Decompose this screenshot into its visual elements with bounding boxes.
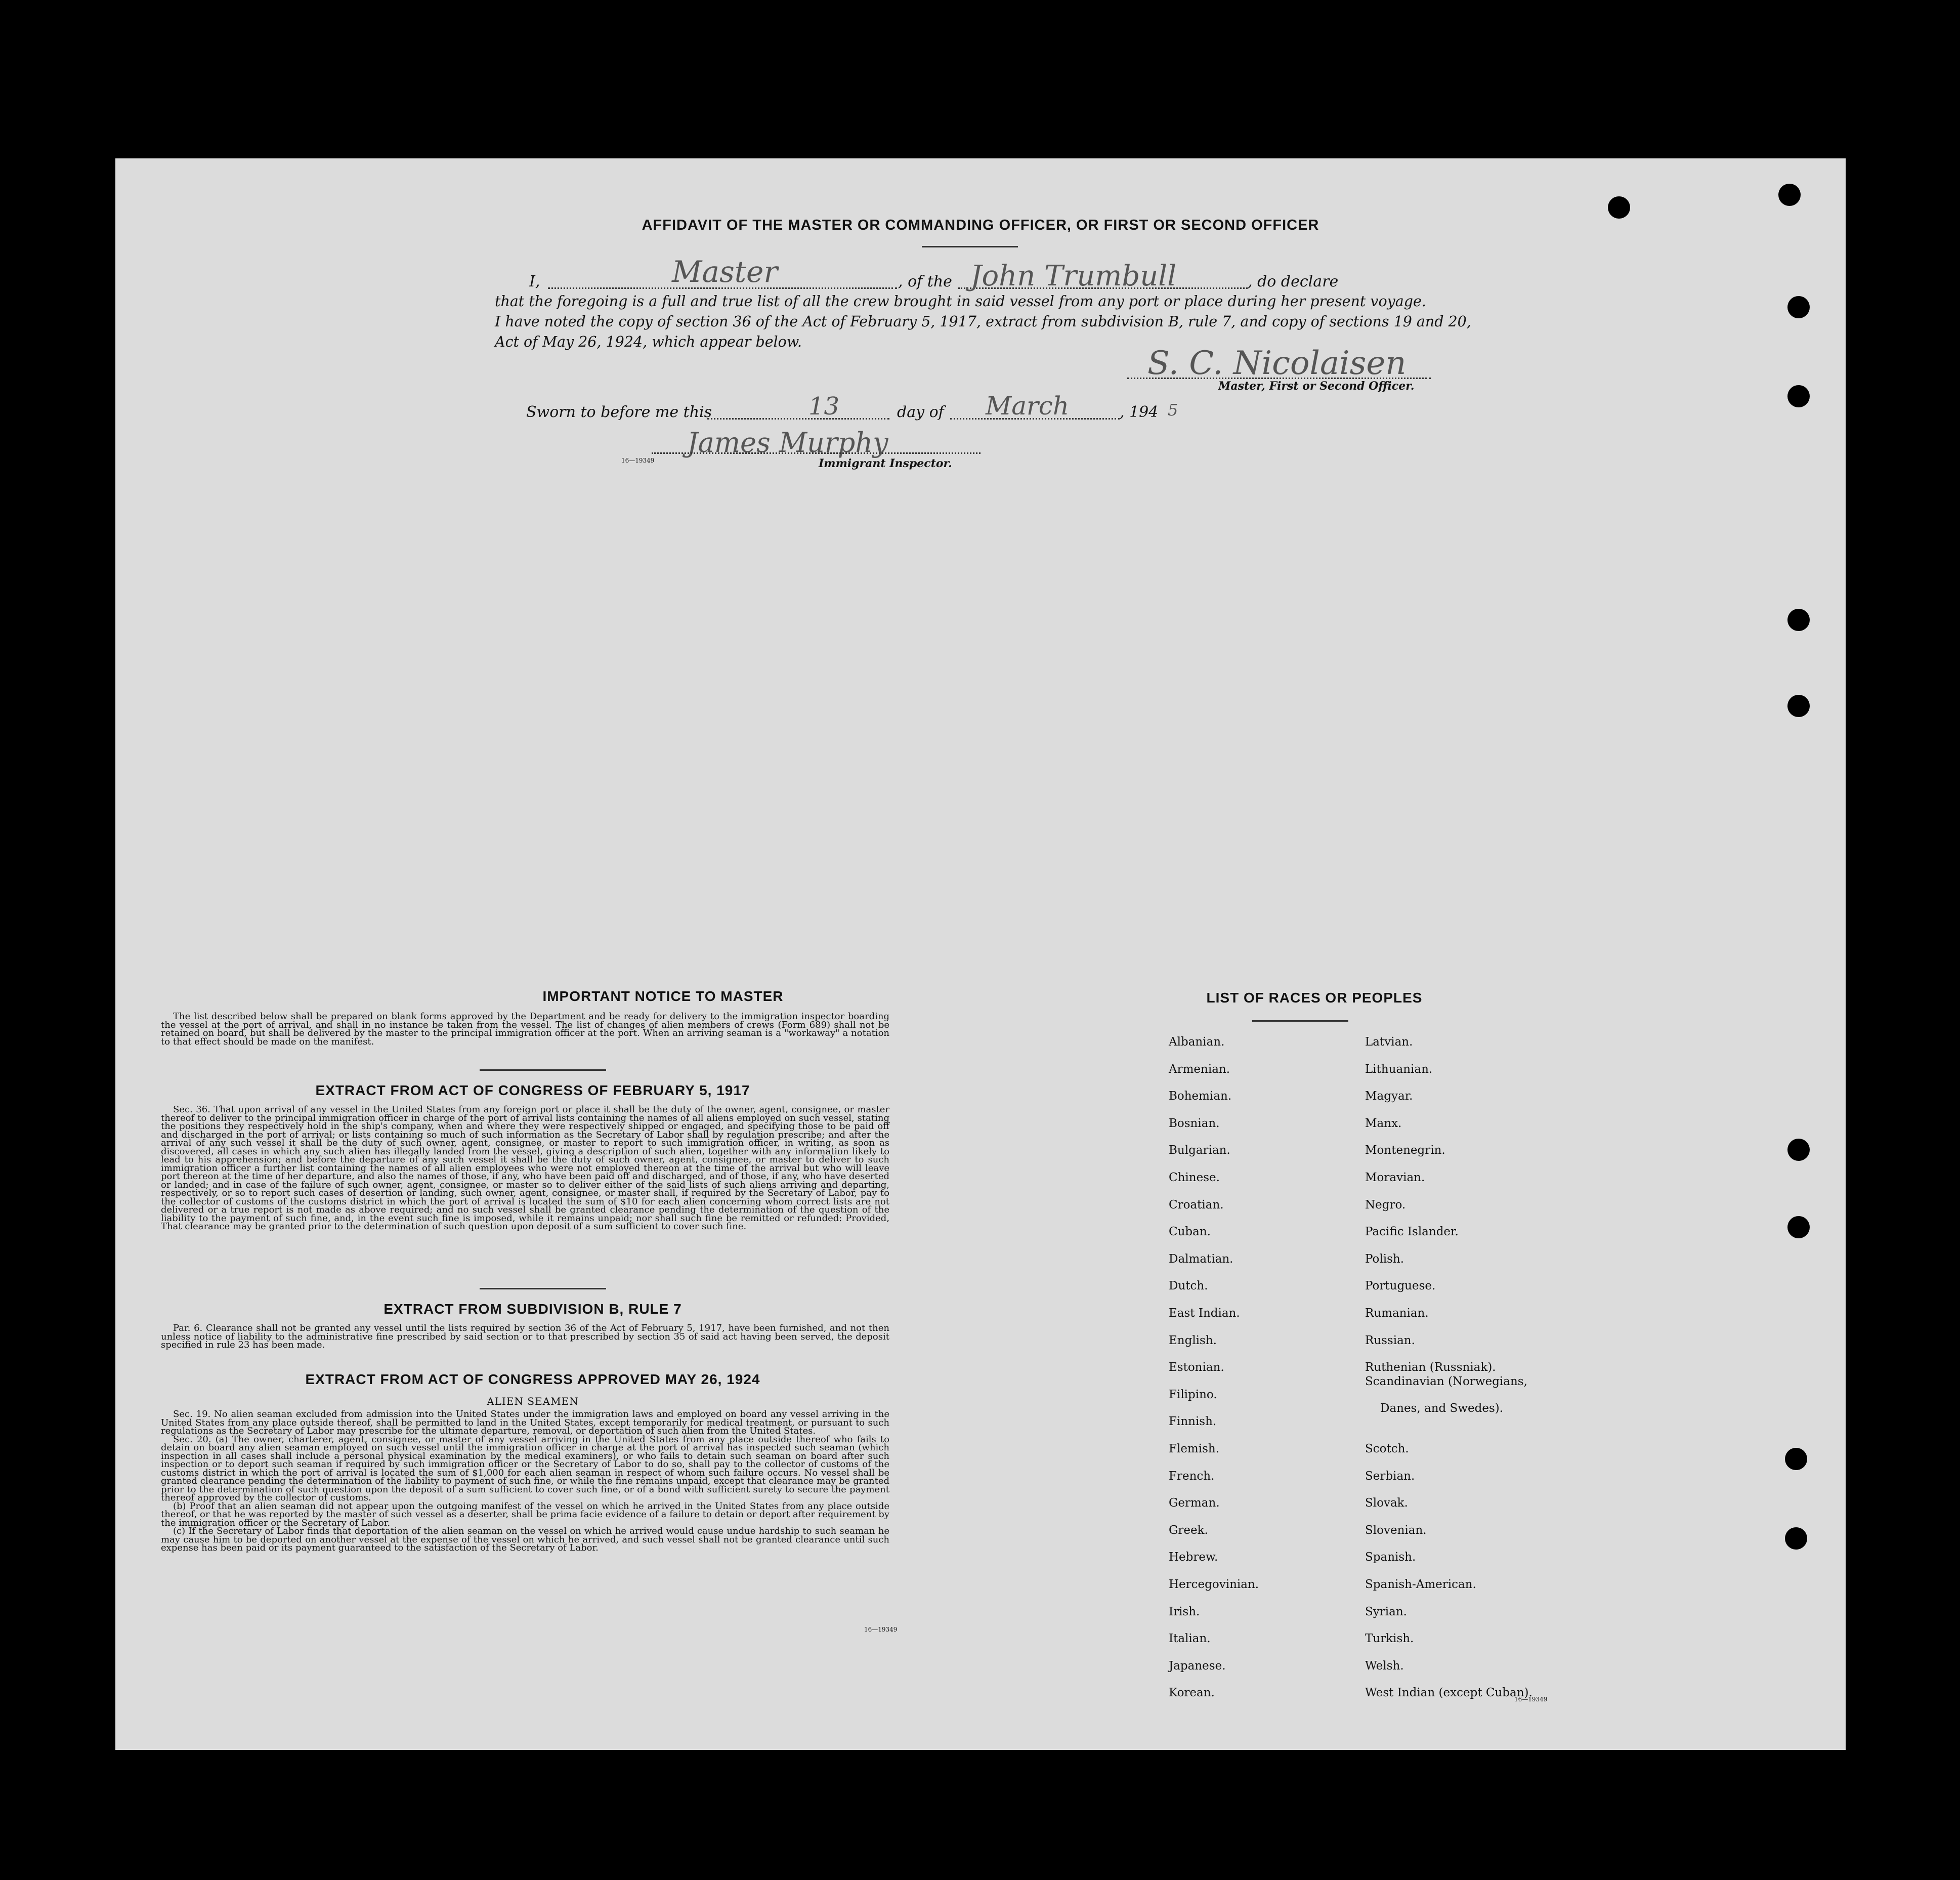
title-rule: [922, 246, 1018, 247]
sec-20b-paragraph: (b) Proof that an alien seaman did not appear upon the outgoing manifest of the vessel on which he arrived in the United States from any place outside thereof, or that he was reported by the master of such vessel as a deserter, shall be prima facie evidence of a failure to detain or deport after requirement by the immigration officer or the Secretary of Labor.: [161, 1500, 889, 1528]
race-item: English.: [1169, 1333, 1217, 1347]
affidavit-line-3: I have noted the copy of section 36 of the Act of February 5, 1917, extract from subdivision B, rule 7, and copy of sections 19 and 20,: [495, 313, 1471, 330]
race-item: Hercegovinian.: [1169, 1578, 1259, 1591]
inspector-signature: James Murphy: [687, 427, 888, 458]
race-item: Slovak.: [1365, 1496, 1408, 1510]
extract-1924-heading: EXTRACT FROM ACT OF CONGRESS APPROVED MAY 26, 1924: [305, 1371, 760, 1387]
extract-1924-text: [161, 1410, 889, 1553]
affidavit-line-4: Act of May 26, 1924, which appear below.: [495, 333, 802, 350]
race-item: Bulgarian.: [1169, 1144, 1230, 1157]
punch-hole: [1608, 196, 1630, 219]
race-item: Moravian.: [1365, 1171, 1425, 1184]
punch-hole: [1778, 184, 1801, 206]
race-item: Negro.: [1365, 1198, 1406, 1211]
race-item: West Indian (except Cuban).: [1365, 1686, 1532, 1700]
punch-hole: [1787, 1139, 1810, 1161]
race-item: Pacific Islander.: [1365, 1225, 1459, 1239]
race-item: Dutch.: [1169, 1279, 1208, 1293]
race-item: Latvian.: [1365, 1035, 1413, 1049]
race-item: Polish.: [1365, 1252, 1404, 1266]
day-field-line: [707, 418, 889, 420]
race-item: Scandinavian (Norwegians,: [1365, 1374, 1527, 1388]
name-handwritten: Master: [672, 255, 778, 289]
signature-caption: Master, First or Second Officer.: [1218, 380, 1415, 393]
race-item: German.: [1169, 1496, 1220, 1510]
master-signature: S. C. Nicolaisen: [1147, 345, 1407, 382]
year-prefix: , 194: [1120, 403, 1159, 421]
race-item: Spanish-American.: [1365, 1578, 1476, 1591]
extract-1917-text: [161, 1106, 889, 1231]
race-item: Irish.: [1169, 1605, 1200, 1618]
document-page: [115, 158, 1846, 1750]
race-item: Welsh.: [1365, 1659, 1404, 1673]
race-item: Greek.: [1169, 1523, 1208, 1537]
month-handwritten: March: [986, 391, 1070, 421]
section-36-paragraph: Sec. 36. That upon arrival of any vessel in the United States from any foreign port or place it shall be the duty of the owner, agent, consignee, or master thereof to deliver to the principal immigration officer in charge of the port of arrival lists containing the names of all aliens employed on such vessel, stating the positions they respectively hold in the ship's company, when and where they were respectively shipped or engaged, and specifying those to be paid off and discharged in the port of arrival; or lists containing so much of such information as the Secretary of Labor shall by regulation prescribe; and after the arrival of any such vessel it shall be the duty of such owner, agent, consignee, or master to report to such immigration officer, in writing, as soon as discovered, all cases in which any such alien has illegally landed from the vessel, giving a description of such alien, together with any information likely to lead to his apprehension; and before the departure of any such vessel it shall be the duty of such owner, agent, consignee, or master to deliver to such immigration officer a further list containing the names of all alien employees who were not employed thereon at the time of the arrival but who will leave port thereon at the time of her departure, and also the names of those, if any, who have been paid off and discharged, and of those, if any, who have deserted or landed; and in case of the failure of such owner, agent, consignee, or master so to deliver either of the said lists of such aliens arriving and departing, respectively, or so to report such cases of desertion or landing, such owner, agent, consignee, or master shall, if required by the Secretary of Labor, pay to the collector of customs of the customs district in which the port of arrival is located the sum of $10 for each alien concerning whom correct lists are not delivered or a true report is not made as above required; and no such vessel shall be granted clearance pending the determination of the question of the liability to the payment of such fine, and, in the event such fine is imposed, while it remains unpaid; nor shall such fine be remitted or refunded: Provided, That clearance may be granted prior to the determination of such question upon deposit of a sum sufficient to cover such fine.: [161, 1104, 889, 1232]
alien-seamen-subheading: ALIEN SEAMEN: [487, 1395, 579, 1407]
punch-hole: [1785, 1527, 1807, 1550]
race-item: Filipino.: [1169, 1388, 1217, 1401]
race-item: Turkish.: [1365, 1632, 1414, 1646]
race-item: Syrian.: [1365, 1605, 1407, 1618]
extract-1917-heading: EXTRACT FROM ACT OF CONGRESS OF FEBRUARY 5, 1917: [315, 1082, 750, 1098]
rule-7-text: [161, 1324, 889, 1350]
race-item: Japanese.: [1169, 1659, 1226, 1673]
of-the-label: , of the: [898, 273, 952, 290]
race-item: Montenegrin.: [1365, 1144, 1445, 1157]
sec-20c-paragraph: (c) If the Secretary of Labor finds that deportation of the alien seaman on the vessel on which he arrived would cause undue hardship to such seaman he may cause him to be deported on another vessel at the expense of the vessel on which he arrived, and such vessel shall not be granted clearance until such expense has been paid or its payment guaranteed to the satisfaction of the Secretary of Labor.: [161, 1526, 889, 1553]
year-handwritten: 5: [1168, 400, 1178, 420]
race-item: Spanish.: [1365, 1551, 1416, 1564]
declare-label: , do declare: [1248, 273, 1339, 290]
form-number: 16—19349: [621, 457, 655, 464]
notice-heading: IMPORTANT NOTICE TO MASTER: [542, 988, 784, 1004]
race-item: Cuban.: [1169, 1225, 1211, 1239]
i-label: I,: [529, 273, 540, 290]
race-item: Croatian.: [1169, 1198, 1224, 1211]
inspector-line: [652, 452, 981, 454]
sec-19-paragraph: Sec. 19. No alien seaman excluded from admission into the United States under the immigration laws and employed on board any vessel arriving in the United States from any place outside thereof, shall be permitted to land in the United States, except temporarily for medical treatment, or pursuant to such regulations as the Secretary of Labor may prescribe for the ultimate departure, removal, or deportation of such alien from the United States.: [161, 1409, 889, 1436]
race-item: Chinese.: [1169, 1171, 1220, 1184]
race-item: Finnish.: [1169, 1415, 1217, 1429]
day-of-label: day of: [897, 403, 944, 421]
race-item: Bohemian.: [1169, 1090, 1232, 1103]
race-item: Magyar.: [1365, 1090, 1413, 1103]
sec-20a-paragraph: Sec. 20. (a) The owner, charterer, agent, consignee, or master of any vessel arriving in the United States from any place outside thereof who fails to detain on board any alien seaman employed on such vessel until the immigration officer in charge at the port of arrival has inspected such seaman (which inspection in all cases shall include a personal physical examination by the medical examiners), or who fails to detain such seaman on board after such inspection or to deport such seaman if required by such immigration officer or the Secretary of Labor to do so, shall pay to the collector of customs of the customs district in which the port of arrival is located the sum of $1,000 for each alien seaman in respect of whom such failure occurs. No vessel shall be granted clearance pending the determination of the liability to payment of such fine, or while the fine remains unpaid, except that clearance may be granted prior to the determination of such question upon the deposit of a sum sufficient to cover such fine, or of a bond with sufficient surety to secure the payment thereof approved by the collector of customs.: [161, 1434, 889, 1503]
race-item: Danes, and Swedes).: [1380, 1402, 1504, 1415]
punch-hole: [1787, 609, 1810, 631]
race-item: Korean.: [1169, 1686, 1215, 1700]
form-number: 16—19349: [864, 1626, 898, 1633]
race-item: Slovenian.: [1365, 1523, 1427, 1537]
vessel-handwritten: John Trumbull: [970, 260, 1177, 293]
punch-hole: [1787, 296, 1810, 318]
race-item: Hebrew.: [1169, 1551, 1218, 1564]
races-rule: [1252, 1020, 1348, 1022]
race-item: Flemish.: [1169, 1442, 1220, 1455]
race-item: Russian.: [1365, 1333, 1415, 1347]
races-heading: LIST OF RACES OR PEOPLES: [1206, 990, 1423, 1006]
race-item: French.: [1169, 1469, 1215, 1483]
punch-hole: [1785, 1448, 1807, 1470]
race-item: Ruthenian (Russniak).: [1365, 1361, 1496, 1374]
notice-text: [161, 1013, 889, 1046]
rule-7-heading: EXTRACT FROM SUBDIVISION B, RULE 7: [384, 1301, 682, 1317]
race-item: Bosnian.: [1169, 1116, 1220, 1130]
race-item: Armenian.: [1169, 1062, 1230, 1076]
section-rule: [480, 1288, 606, 1289]
race-item: Albanian.: [1169, 1035, 1225, 1049]
race-item: Rumanian.: [1365, 1307, 1429, 1320]
punch-hole: [1787, 1216, 1810, 1238]
race-item: Manx.: [1365, 1116, 1402, 1130]
form-number: 16—19349: [1514, 1696, 1548, 1703]
race-item: Serbian.: [1365, 1469, 1415, 1483]
race-item: Estonian.: [1169, 1361, 1224, 1374]
inspector-caption: Immigrant Inspector.: [819, 457, 952, 470]
race-item: East Indian.: [1169, 1307, 1240, 1320]
section-rule: [480, 1069, 606, 1071]
race-item: Italian.: [1169, 1632, 1211, 1646]
race-item: Scotch.: [1365, 1442, 1409, 1455]
affidavit-line-2: that the foregoing is a full and true list of all the crew brought in said vessel from any port or place during her present voyage.: [495, 293, 1426, 310]
day-handwritten: 13: [808, 392, 840, 421]
notice-paragraph: The list described below shall be prepared on blank forms approved by the Department and be ready for delivery to the immigration inspector boarding the vessel at the port of arrival, and shall in no instance be taken from the vessel. The list of changes of alien members of crews (Form 689) shall not be retained on board, but shall be delivered by the master to the principal immigration officer at the port. When an arriving seaman is a "workaway" a notation to that effect should be made on the manifest.: [161, 1011, 889, 1047]
punch-hole: [1787, 385, 1810, 407]
race-item: Dalmatian.: [1169, 1252, 1233, 1266]
race-item: Portuguese.: [1365, 1279, 1436, 1293]
punch-hole: [1787, 695, 1810, 717]
sworn-label: Sworn to before me this: [526, 403, 712, 421]
affidavit-title: AFFIDAVIT OF THE MASTER OR COMMANDING OFFICER, OR FIRST OR SECOND OFFICER: [642, 217, 1319, 233]
par-6-paragraph: Par. 6. Clearance shall not be granted any vessel until the lists required by section 36 of the Act of February 5, 1917, have been furnished, and not then unless notice of liability to the administrative fine prescribed by said section or to that prescribed by section 35 of said act having been served, the deposit specified in rule 23 has been made.: [161, 1323, 889, 1350]
signature-line: [1127, 378, 1431, 379]
race-item: Lithuanian.: [1365, 1062, 1433, 1076]
